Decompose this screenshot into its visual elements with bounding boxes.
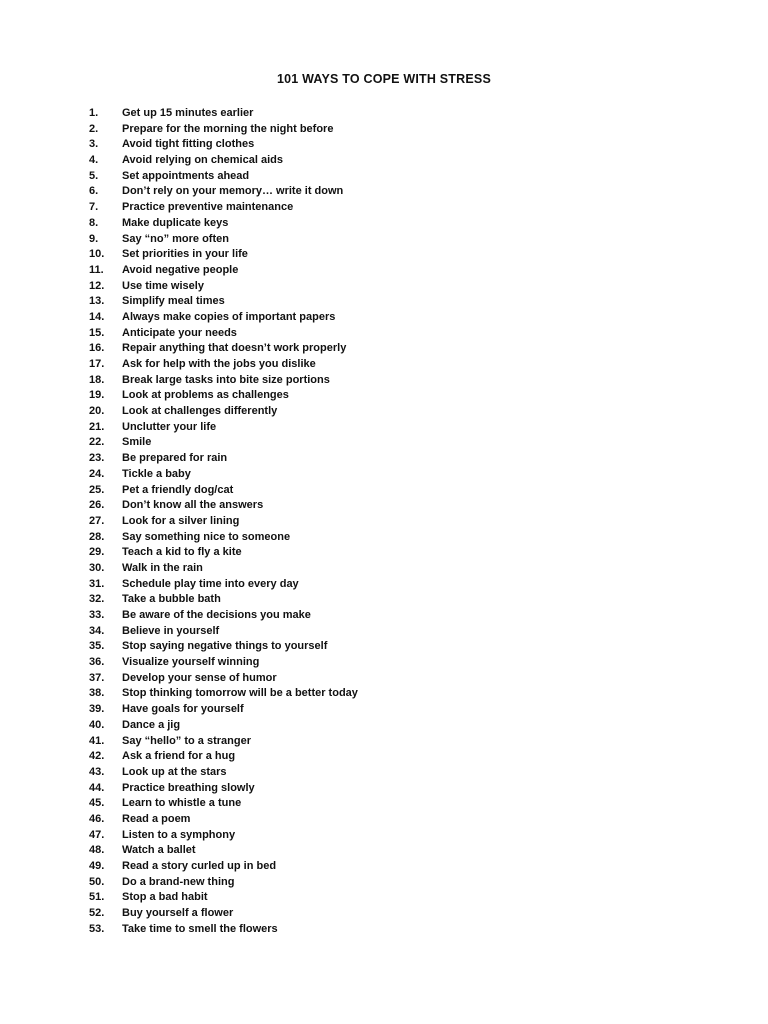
stress-tips-list: [89, 106, 358, 937]
item-text: Set priorities in your life: [122, 248, 248, 261]
list-item: [89, 137, 358, 153]
item-number: 6.: [89, 185, 99, 198]
item-text: Tickle a baby: [122, 467, 191, 480]
list-item: [89, 232, 358, 248]
list-item: [89, 341, 358, 357]
item-number: 49.: [89, 860, 105, 872]
list-item: [89, 263, 358, 279]
list-item: [89, 718, 358, 734]
item-number: 4.: [89, 154, 99, 167]
list-item: [89, 435, 358, 451]
list-item: [89, 812, 358, 828]
item-text: Do a brand-new thing: [122, 875, 235, 888]
list-item: [89, 843, 358, 859]
list-item: [89, 734, 358, 750]
list-item: [89, 749, 358, 765]
item-text: Teach a kid to fly a kite: [122, 546, 242, 559]
item-number: 1.: [89, 107, 99, 119]
list-item: [89, 310, 358, 326]
item-text: Watch a ballet: [122, 844, 196, 857]
item-number: 25.: [89, 483, 105, 496]
item-text: Set appointments ahead: [122, 169, 250, 182]
item-text: Avoid tight fitting clothes: [122, 138, 255, 151]
item-text: Stop thinking tomorrow will be a better today: [122, 687, 358, 700]
list-item: [89, 875, 358, 891]
list-item: [89, 404, 358, 420]
item-text: Stop a bad habit: [122, 891, 208, 904]
item-number: 47.: [89, 828, 105, 841]
item-text: Buy yourself a flower: [122, 907, 234, 920]
item-number: 12.: [89, 279, 105, 292]
item-number: 30.: [89, 561, 105, 574]
item-text: Always make copies of important papers: [122, 310, 336, 323]
list-item: [89, 639, 358, 655]
item-number: 26.: [89, 499, 105, 512]
item-text: Pet a friendly dog/cat: [122, 483, 234, 496]
item-text: Be aware of the decisions you make: [122, 609, 311, 621]
item-text: Learn to whistle a tune: [122, 797, 242, 810]
item-text: Ask a friend for a hug: [122, 750, 236, 763]
item-number: 21.: [89, 420, 105, 433]
item-number: 3.: [89, 138, 99, 151]
list-item: [89, 796, 358, 812]
item-text: Use time wisely: [122, 279, 204, 292]
list-item: [89, 859, 358, 875]
item-number: 52.: [89, 907, 105, 920]
item-text: Read a poem: [122, 812, 191, 825]
list-item: [89, 608, 358, 624]
document-title: 101 WAYS TO COPE WITH STRESS: [277, 72, 491, 86]
item-text: Say something nice to someone: [122, 530, 291, 543]
list-item: [89, 906, 358, 922]
item-number: 48.: [89, 844, 105, 857]
list-item: [89, 279, 358, 295]
list-item: [89, 420, 358, 436]
item-number: 11.: [89, 263, 104, 276]
item-number: 40.: [89, 718, 105, 731]
item-number: 29.: [89, 546, 105, 559]
item-number: 44.: [89, 781, 105, 794]
list-item: [89, 373, 358, 389]
item-text: Avoid relying on chemical aids: [122, 154, 283, 167]
list-item: [89, 388, 358, 404]
item-number: 7.: [89, 201, 99, 214]
list-item: [89, 655, 358, 671]
item-text: Believe in yourself: [122, 624, 220, 637]
item-text: Have goals for yourself: [122, 703, 244, 716]
list-item: [89, 498, 358, 514]
item-number: 9.: [89, 232, 99, 245]
item-text: Smile: [122, 436, 152, 449]
item-number: 27.: [89, 514, 105, 527]
item-number: 5.: [89, 169, 99, 182]
item-text: Anticipate your needs: [122, 326, 237, 339]
item-text: Look up at the stars: [122, 765, 227, 778]
item-number: 45.: [89, 797, 105, 810]
item-number: 23.: [89, 452, 105, 465]
item-text: Look at challenges differently: [122, 405, 278, 418]
item-text: Don’t rely on your memory… write it down: [122, 185, 344, 198]
list-item: [89, 357, 358, 373]
item-text: Look for a silver lining: [122, 514, 240, 527]
item-text: Get up 15 minutes earlier: [122, 107, 254, 119]
list-item: [89, 184, 358, 200]
list-item: [89, 765, 358, 781]
item-text: Practice preventive maintenance: [122, 201, 294, 214]
list-item: [89, 592, 358, 608]
list-item: [89, 467, 358, 483]
item-text: Schedule play time into every day: [122, 577, 299, 590]
list-item: [89, 483, 358, 499]
item-text: Don’t know all the answers: [122, 499, 264, 512]
list-item: [89, 561, 358, 577]
item-number: 37.: [89, 671, 105, 684]
item-text: Say “no” more often: [122, 232, 229, 245]
item-number: 38.: [89, 687, 105, 700]
item-number: 28.: [89, 530, 105, 543]
item-text: Ask for help with the jobs you dislike: [122, 358, 316, 370]
item-text: Break large tasks into bite size portions: [122, 373, 330, 386]
list-item: [89, 624, 358, 640]
item-number: 32.: [89, 593, 105, 606]
item-text: Make duplicate keys: [122, 216, 229, 229]
item-number: 46.: [89, 812, 105, 825]
list-item: [89, 922, 358, 938]
list-item: [89, 890, 358, 906]
item-text: Be prepared for rain: [122, 452, 228, 465]
item-number: 42.: [89, 750, 105, 763]
list-item: [89, 122, 358, 138]
list-item: [89, 106, 358, 122]
item-number: 22.: [89, 436, 105, 449]
list-item: [89, 530, 358, 546]
item-text: Take a bubble bath: [122, 593, 221, 606]
list-item: [89, 686, 358, 702]
item-number: 43.: [89, 765, 105, 778]
item-number: 2.: [89, 122, 99, 135]
item-text: Walk in the rain: [122, 561, 203, 574]
item-number: 13.: [89, 295, 105, 308]
item-number: 35.: [89, 640, 105, 653]
item-text: Simplify meal times: [122, 295, 225, 308]
item-number: 41.: [89, 734, 105, 747]
item-text: Stop saying negative things to yourself: [122, 640, 328, 653]
item-text: Unclutter your life: [122, 420, 217, 433]
list-item: [89, 702, 358, 718]
list-item: [89, 828, 358, 844]
item-number: 20.: [89, 405, 105, 418]
item-text: Read a story curled up in bed: [122, 860, 277, 872]
item-number: 10.: [89, 248, 105, 261]
item-number: 36.: [89, 656, 105, 669]
item-text: Repair anything that doesn’t work properly: [122, 342, 347, 355]
list-item: [89, 294, 358, 310]
item-number: 15.: [89, 326, 105, 339]
list-item: [89, 200, 358, 216]
item-number: 34.: [89, 624, 105, 637]
list-item: [89, 216, 358, 232]
item-number: 51.: [89, 891, 105, 904]
list-item: [89, 781, 358, 797]
item-text: Visualize yourself winning: [122, 656, 260, 669]
item-text: Practice breathing slowly: [122, 781, 255, 794]
item-text: Dance a jig: [122, 718, 181, 731]
item-number: 14.: [89, 310, 105, 323]
item-text: Take time to smell the flowers: [122, 922, 278, 935]
item-number: 8.: [89, 216, 99, 229]
item-text: Say “hello” to a stranger: [122, 734, 251, 747]
item-text: Avoid negative people: [122, 263, 239, 276]
item-number: 24.: [89, 467, 105, 480]
item-text: Prepare for the morning the night before: [122, 122, 334, 135]
item-text: Listen to a symphony: [122, 828, 236, 841]
list-item: [89, 451, 358, 467]
item-number: 18.: [89, 373, 105, 386]
list-item: [89, 153, 358, 169]
item-number: 17.: [89, 358, 105, 370]
item-number: 16.: [89, 342, 105, 355]
item-number: 33.: [89, 609, 105, 621]
list-item: [89, 545, 358, 561]
list-item: [89, 169, 358, 185]
item-number: 39.: [89, 703, 105, 716]
item-number: 19.: [89, 389, 105, 402]
list-item: [89, 577, 358, 593]
item-number: 50.: [89, 875, 105, 888]
item-number: 53.: [89, 922, 105, 935]
item-text: Develop your sense of humor: [122, 671, 277, 684]
list-item: [89, 514, 358, 530]
list-item: [89, 671, 358, 687]
item-number: 31.: [89, 577, 105, 590]
item-text: Look at problems as challenges: [122, 389, 289, 402]
list-item: [89, 326, 358, 342]
list-item: [89, 247, 358, 263]
